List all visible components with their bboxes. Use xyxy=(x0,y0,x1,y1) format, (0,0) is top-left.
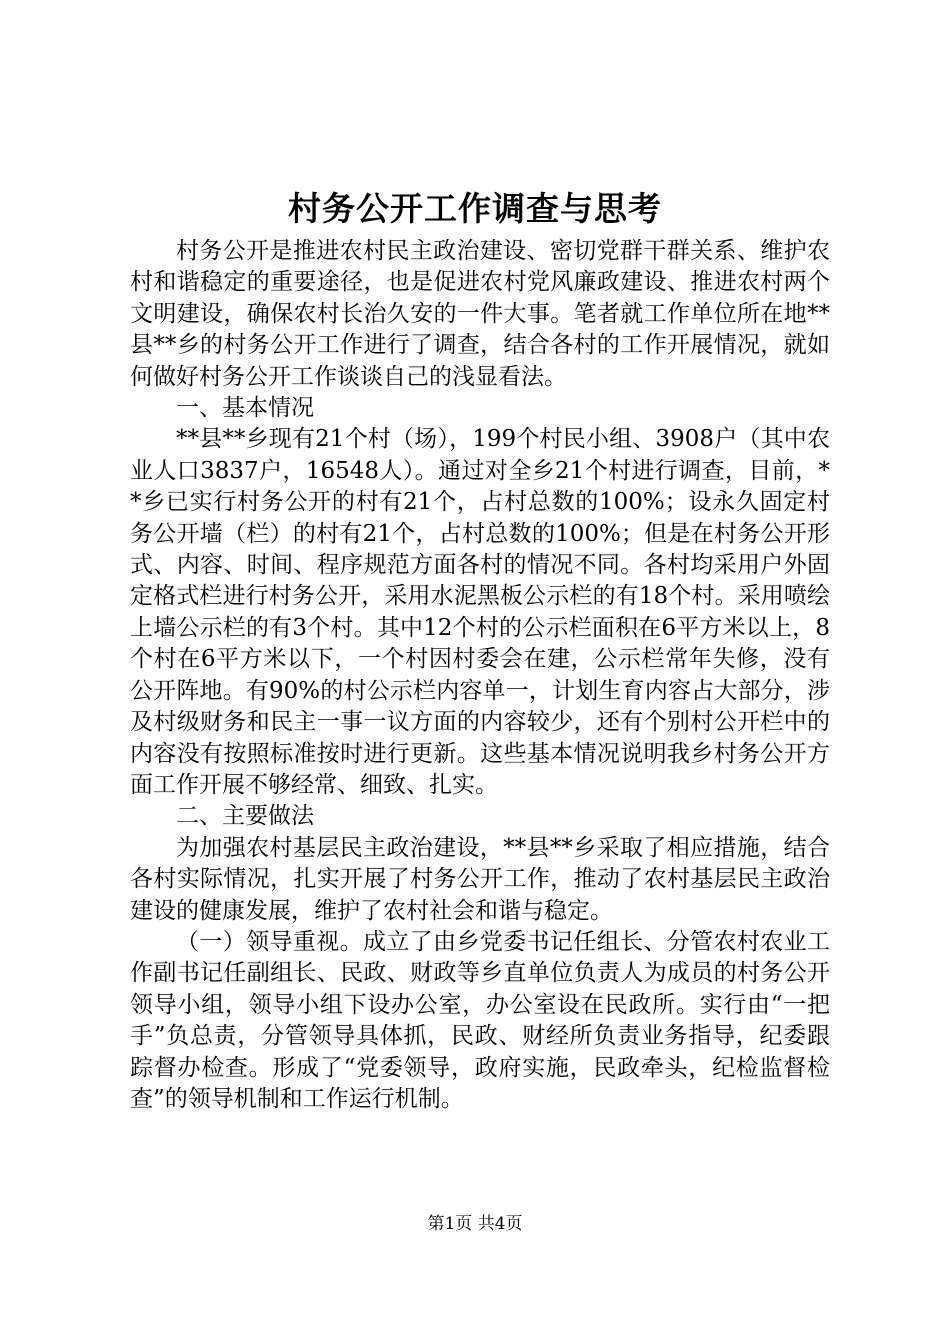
leadership-paragraph: （一）领导重视。成立了由乡党委书记任组长、分管农村农业工作副书记任副组长、民政、财政等乡直单位负责人为成员的村务公开领导小组，领导小组下设办公室，办公室设在民政所。实行由“一把手”负总责，分管领导具体抓，民政、财经所负责业务指导，纪委跟踪督办检查。形成了“党委领导，政府实施，民政牵头，纪检监督检查”的领导机制和工作运行机制。 xyxy=(130,928,830,1112)
section-heading-practices: 二、主要做法 xyxy=(176,803,314,830)
basic-situation-paragraph: **县**乡现有21个村（场），199个村民小组、3908户（其中农业人口3837户，16548人）。通过对全乡21个村进行调查，目前，**乡已实行村务公开的村有21个，占村总数的100%；设永久固定村务公开墙（栏）的村有21个，占村总数的100%；但是在村务公开形式、内容、时间、程序规范方面各村的情况不同。各村均采用户外固定格式栏进行村务公开，采用水泥黑板公示栏的有18个村。采用喷绘上墙公示栏的有3个村。其中12个村的公示栏面积在6平方米以上，8个村在6平方米以下，一个村因村委会在建，公示栏常年失修，没有公开阵地。有90%的村公示栏内容单一，计划生育内容占大部分，涉及村级财务和民主一事一议方面的内容较少，还有个别村公开栏中的内容没有按照标准按时进行更新。这些基本情况说明我乡村务公开方面工作开展不够经常、细致、扎实。 xyxy=(130,426,830,798)
practices-paragraph: 为加强农村基层民主政治建设，**县**乡采取了相应措施，结合各村实际情况，扎实开展了村务公开工作，推动了农村基层民主政治建设的健康发展，维护了农村社会和谐与稳定。 xyxy=(130,834,830,924)
intro-paragraph: 村务公开是推进农村民主政治建设、密切党群干群关系、维护农村和谐稳定的重要途径，也是促进农村党风廉政建设、推进农村两个文明建设，确保农村长治久安的一件大事。笔者就工作单位所在地**县**乡的村务公开工作进行了调查，结合各村的工作开展情况，就如何做好村务公开工作谈谈自己的浅显看法。 xyxy=(130,238,830,390)
document-body xyxy=(130,236,830,1115)
page-footer: 第1页 共4页 xyxy=(427,1214,523,1234)
document-title: 村务公开工作调查与思考 xyxy=(288,189,662,228)
section-heading-basic: 一、基本情况 xyxy=(176,395,314,422)
